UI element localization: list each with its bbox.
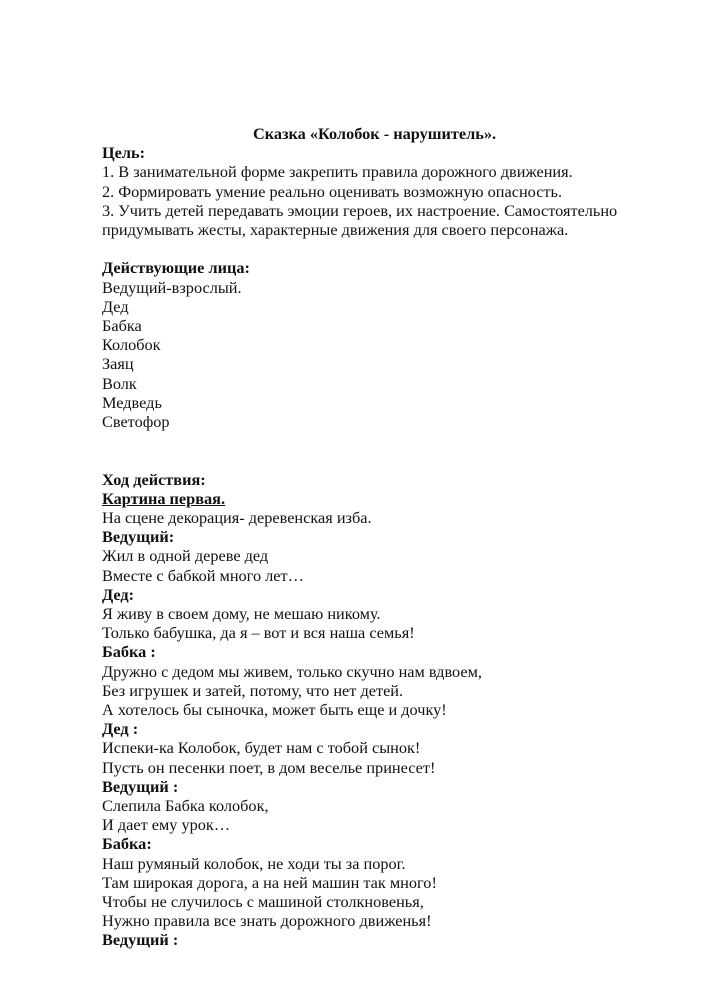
dialogue-line: А хотелось бы сыночка, может быть еще и дочку!: [102, 700, 447, 720]
speaker-label: Бабка:: [102, 834, 152, 854]
dialogue-line: Вместе с бабкой много лет…: [102, 565, 304, 585]
goal-item: 1. В занимательной форме закрепить правила дорожного движения.: [102, 162, 573, 182]
speaker-label: Ведущий:: [102, 527, 175, 547]
speaker-label: Дед:: [102, 584, 135, 604]
character-item: Волк: [102, 373, 137, 393]
goal-item: 2. Формировать умение реально оценивать возможную опасность.: [102, 181, 563, 201]
speaker-label: Дед :: [102, 719, 139, 739]
character-item: Колобок: [102, 335, 161, 355]
document-title: Сказка «Колобок - нарушитель».: [252, 124, 497, 143]
speaker-label: Ведущий :: [102, 930, 179, 950]
goal-heading: Цель:: [102, 143, 146, 163]
blank-line: [102, 431, 622, 450]
dialogue-line: Слепила Бабка колобок,: [102, 796, 269, 816]
action-heading: Ход действия:: [102, 469, 206, 489]
character-item: Медведь: [102, 392, 162, 412]
character-item: Заяц: [102, 354, 134, 374]
character-item: Светофор: [102, 412, 170, 432]
dialogue-line: Только бабушка, да я – вот и вся наша семья!: [102, 623, 415, 643]
dialogue-line: Пусть он песенки поет, в дом веселье принесет!: [102, 757, 436, 777]
blank-line: [102, 239, 622, 258]
scene-title: Картина первая.: [102, 488, 226, 508]
dialogue-line: Испеки-ка Колобок, будет нам с тобой сынок!: [102, 738, 421, 758]
dialogue-line: Без игрушек и затей, потому, что нет детей.: [102, 680, 404, 700]
character-item: Бабка: [102, 316, 142, 336]
speaker-label: Бабка :: [102, 642, 156, 662]
character-item: Ведущий-взрослый.: [102, 277, 242, 297]
document-page: [102, 124, 622, 950]
dialogue-line: Жил в одной дереве дед: [102, 546, 269, 566]
dialogue-line: Нужно правила все знать дорожного движенья!: [102, 911, 432, 931]
character-item: Дед: [102, 296, 129, 316]
speaker-label: Ведущий :: [102, 776, 179, 796]
dialogue-line: Наш румяный колобок, не ходи ты за порог.: [102, 853, 406, 873]
dialogue-line: Чтобы не случилось с машиной столкновенья,: [102, 892, 424, 912]
dialogue-line: Я живу в своем дому, не мешаю никому.: [102, 604, 381, 624]
dialogue-line: И дает ему урок…: [102, 815, 231, 835]
blank-line: [102, 450, 622, 469]
scene-note: На сцене декорация- деревенская изба.: [102, 508, 372, 528]
characters-heading: Действующие лица:: [102, 258, 250, 278]
dialogue-line: Дружно с дедом мы живем, только скучно нам вдвоем,: [102, 661, 482, 681]
dialogue-line: Там широкая дорога, а на ней машин так много!: [102, 872, 437, 892]
goal-item: 3. Учить детей передавать эмоции героев, их настроение. Самостоятельно придумывать жесты, характерные движения для своего персонажа.: [102, 200, 618, 240]
